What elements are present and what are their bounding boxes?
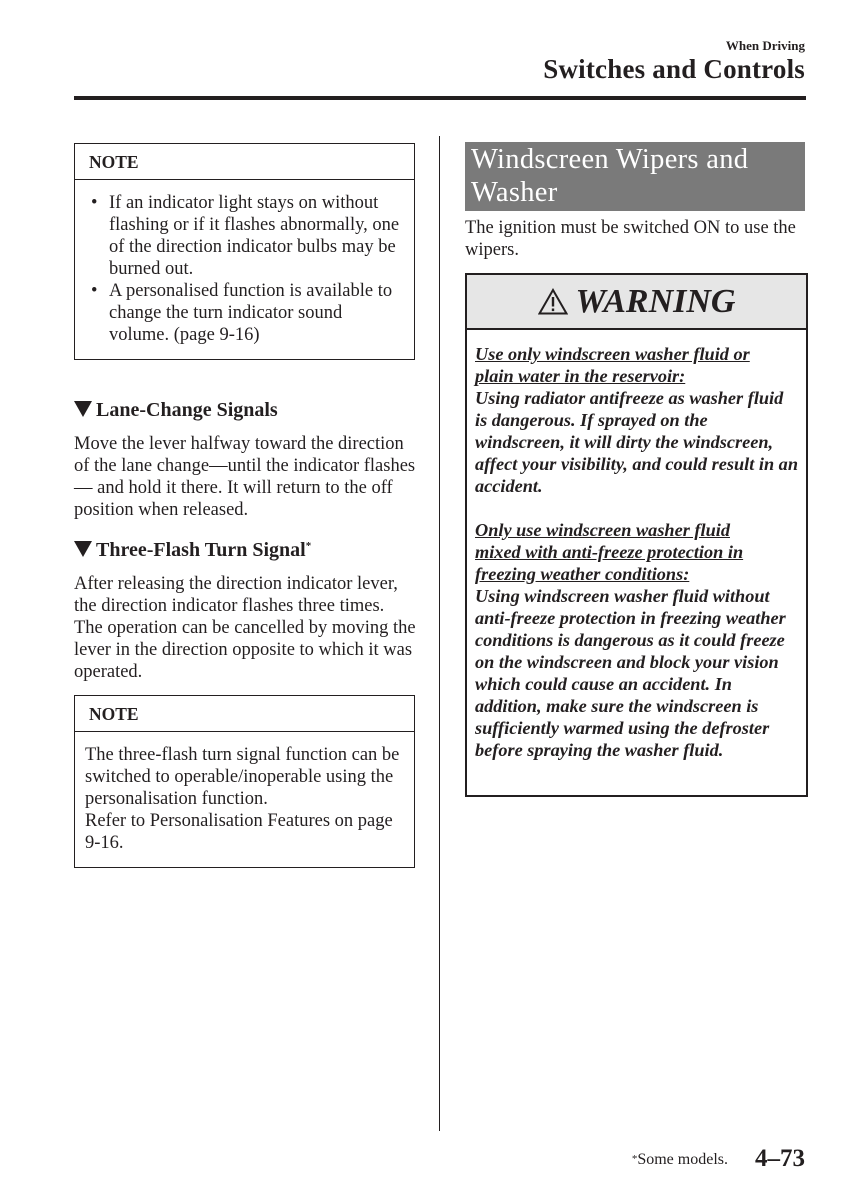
header-rule <box>74 96 806 100</box>
warning-block-text: Using radiator antifreeze as washer fluid is dangerous. If sprayed on the windscreen, it will dirty the windscreen, affect your visibility, and could result in an accident. <box>475 388 798 496</box>
subheading-text: Lane-Change Signals <box>96 399 278 421</box>
note-box-three-flash <box>74 695 415 868</box>
subheading-three-flash <box>74 538 311 562</box>
note-item-text: A personalised function is available to change the turn indicator sound volume. (page 9-16) <box>109 281 393 345</box>
warning-block-title: Only use windscreen washer fluid mixed with anti-freeze protection in freezing weather conditions: <box>475 520 744 584</box>
note-text: Refer to Personalisation Features on page 9-16. <box>85 811 393 853</box>
column-divider <box>439 136 440 1131</box>
warning-box <box>465 273 808 797</box>
footer-note <box>632 1151 728 1169</box>
note-label: NOTE <box>75 144 414 180</box>
subheading-text: Three-Flash Turn Signal <box>96 539 306 561</box>
running-header-section: When Driving <box>725 38 805 53</box>
note-list-item <box>85 280 406 346</box>
warning-triangle-icon <box>538 288 568 315</box>
note-list <box>85 192 406 346</box>
footer-note-text: Some models. <box>637 1151 728 1168</box>
three-flash-paragraph: After releasing the direction indicator lever, the direction indicator flashes three times. The operation can be cancelled by moving the lever in the direction opposite to which it was operated. <box>74 574 416 682</box>
footer-asterisk: * <box>631 1153 638 1165</box>
bullet-icon: • <box>91 193 98 213</box>
triangle-down-icon <box>74 541 92 557</box>
warning-block <box>475 343 798 497</box>
subheading-lane-change <box>74 398 278 422</box>
note-text: The three-flash turn signal function can be switched to operable/inoperable using the personalisation function. <box>85 745 400 809</box>
lane-change-paragraph: Move the lever halfway toward the direction of the lane change—until the indicator flashes— and hold it there. It will return to the off position when released. <box>74 434 416 520</box>
note-body <box>75 180 414 346</box>
note-box-indicator <box>74 143 415 360</box>
warning-block-text: Using windscreen washer fluid without anti-freeze protection in freezing weather conditions is dangerous as it could freeze on the windscreen and block your vision which could cause an accident. In addition, make sure the windscreen is sufficiently warmed using the defroster before spraying the washer fluid. <box>475 586 786 760</box>
triangle-down-icon <box>74 401 92 417</box>
warning-header <box>467 275 806 330</box>
note-list-item <box>85 192 406 280</box>
note-item-text: If an indicator light stays on without flashing or if it flashes abnormally, one of the direction indicator bulbs may be burned out. <box>109 193 400 279</box>
note-label: NOTE <box>75 696 414 732</box>
running-header-title: Switches and Controls <box>543 54 805 84</box>
warning-block-title: Use only windscreen washer fluid or plain water in the reservoir: <box>475 344 750 386</box>
page-number: 4–73 <box>755 1145 805 1172</box>
some-models-marker: * <box>305 540 312 552</box>
intro-paragraph: The ignition must be switched ON to use the wipers. <box>465 218 796 260</box>
warning-label: WARNING <box>575 283 736 320</box>
bullet-icon: • <box>91 281 98 301</box>
note-body <box>75 732 414 854</box>
warning-body <box>467 330 806 761</box>
section-title: Windscreen Wipers and Washer <box>465 142 805 211</box>
warning-block <box>475 519 798 761</box>
